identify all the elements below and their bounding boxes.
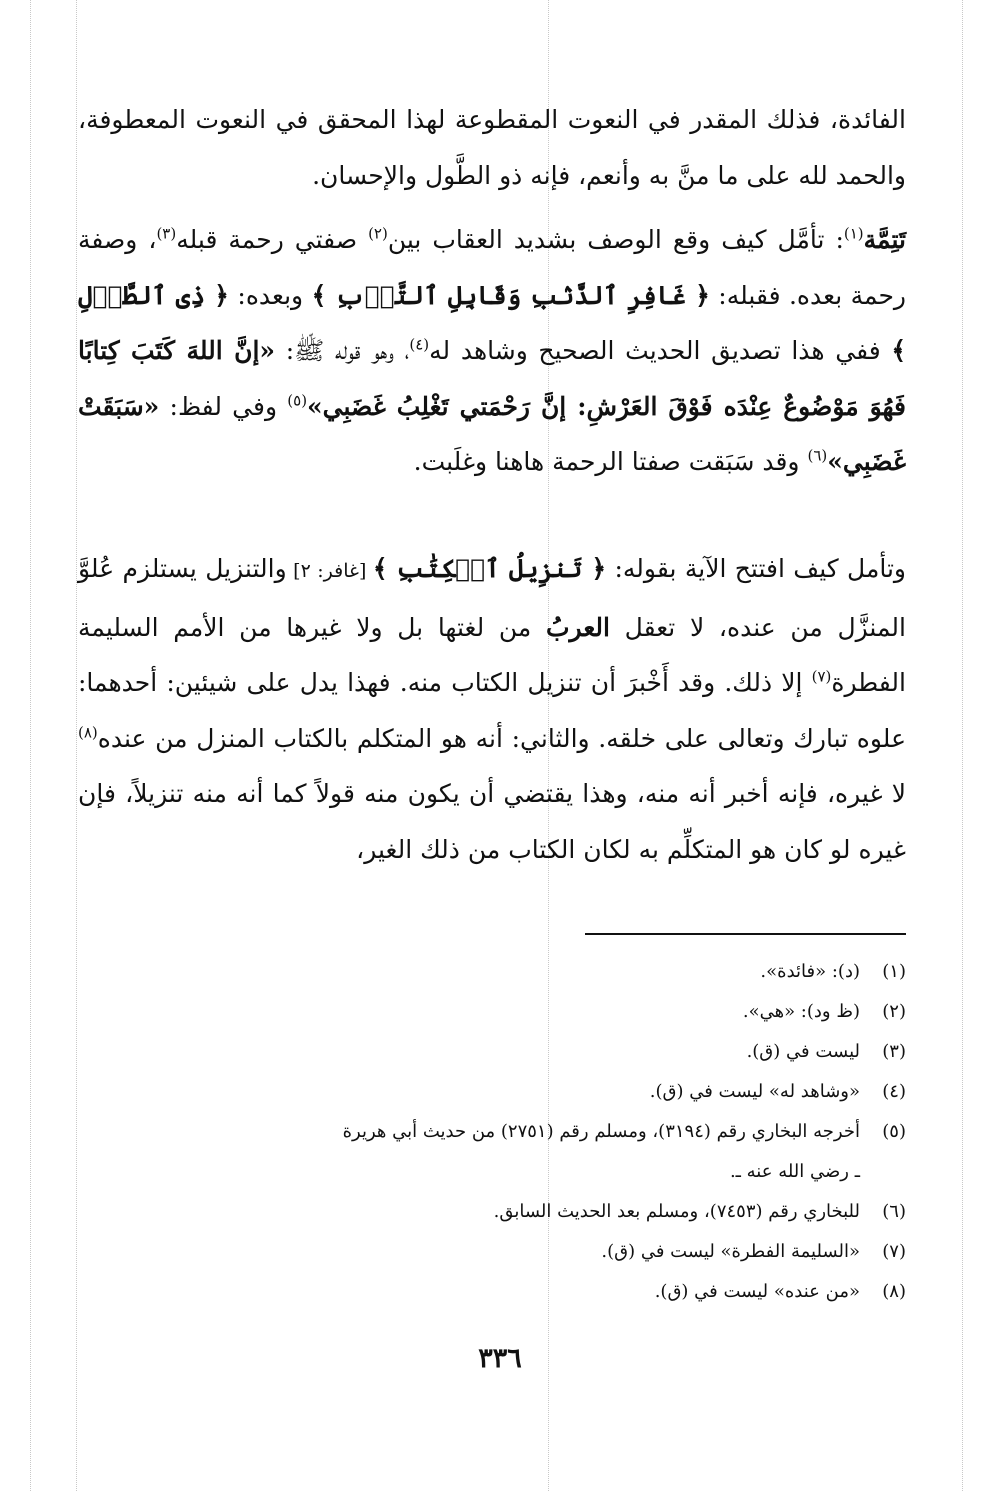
text-segment: لا غيره، فإنه أخبر أنه منه، وهذا يقتضي أن يكون منه قولاً كما أنه منه تنزيلاً، فإن غيره لو كان هو المتكلِّم به لكان الكتاب من ذلك الغير، (78, 779, 906, 864)
footnote-ref-5[interactable]: (٥) (287, 391, 308, 410)
hadith-quote: «إنَّ اللهَ كَتَبَ كِتابًا فَهُوَ مَوْضُوعٌ عِنْدَه فَوْقَ العَرْشِ: إنَّ رَحْمَتي تَغْلِبُ غَضَبِي» (78, 336, 907, 421)
footnote-item (78, 1112, 906, 1192)
scan-guide-line (30, 0, 31, 1491)
scan-guide-line (962, 0, 963, 1491)
quran-quote: ﴿ ذِى ٱلطَّوۡلِ ﴾ (78, 280, 906, 365)
page-number: ٣٣٦ (478, 1343, 522, 1374)
footnote-number: (٥) (882, 1121, 906, 1142)
footnote-text: للبخاري رقم (٧٤٥٣)، ومسلم بعد الحديث السابق. (493, 1201, 860, 1222)
footnote-ref-7[interactable]: (٧) (811, 667, 832, 686)
footnote-number: (٨) (882, 1281, 906, 1302)
footnote-text (78, 1112, 860, 1192)
footnote-number: (٧) (882, 1241, 906, 1262)
scan-guide-line (76, 0, 77, 1491)
emphasized-word: العربُ (546, 612, 610, 642)
text-segment: ففي هذا تصديق الحديث الصحيح وشاهد له (429, 336, 892, 365)
footnote-number: (٣) (882, 1041, 906, 1062)
footnote-number: (١) (882, 961, 906, 982)
footnote-continuation: ـ رضي الله عنه ـ. (729, 1161, 860, 1182)
paragraph-3 (78, 541, 906, 877)
quran-quote: ﴿ غَافِرِ ٱلذَّنۢبِ وَقَابِلِ ٱلتَّوۡبِ ﴾ (311, 280, 710, 310)
footnote-ref-4[interactable]: (٤) (409, 335, 430, 354)
section-lead-word: تَتِمَّة (863, 225, 907, 254)
footnote-number: (٢) (882, 1001, 906, 1022)
footnote-item (78, 1232, 906, 1272)
footnote-text: (ظ ود): «هي». (742, 1001, 860, 1022)
footnote-text: «وشاهد له» ليست في (ق). (649, 1081, 860, 1102)
footnote-ref-8[interactable]: (٨) (78, 723, 98, 742)
footnote-ref-2[interactable]: (٢) (368, 224, 388, 243)
text-segment: وبعده: (228, 280, 312, 310)
footnote-item (78, 1272, 906, 1312)
footnote-text: «السليمة الفطرة» ليست في (ق). (601, 1241, 860, 1262)
footnote-item (78, 1192, 906, 1232)
footnote-separator (585, 933, 906, 935)
footnote-text: «من عنده» ليست في (ق). (654, 1281, 860, 1302)
footnotes-list (78, 952, 906, 1312)
footnote-ref-6[interactable]: (٦) (807, 446, 828, 465)
footnote-ref-3[interactable]: (٣) (156, 224, 177, 243)
paragraph-2-text (78, 212, 906, 490)
verse-citation: [غافر: ٢] (286, 560, 373, 582)
footnote-text: ليست في (ق). (746, 1041, 860, 1062)
text-segment: ، وصفة رحمة بعده. فقبله: (78, 225, 907, 310)
text-segment: من لغتها بل ولا غيرها من الأمم السليمة الفطرة (78, 612, 906, 697)
footnote-text-line: أخرجه البخاري رقم (٣١٩٤)، ومسلم رقم (٢٧٥١) من حديث أبي هريرة (342, 1121, 860, 1142)
footnote-item (78, 992, 906, 1032)
text-segment: إلا ذلك. وقد أَخْبرَ أن تنزيل الكتاب منه. فهذا يدل على شيئين: أحدهما: علوه تبارك وتعالى على خلقه. والثاني: أنه هو المتكلم بالكتاب المنزل من عنده (78, 668, 906, 753)
footnote-item (78, 1032, 906, 1072)
footnote-ref-1[interactable]: (١) (843, 224, 864, 243)
footnote-item (78, 1072, 906, 1112)
text-segment: وقد سَبَقت صفتا الرحمة هاهنا وغلَبت. (413, 447, 808, 476)
text-segment: والتنزيل يستلزم عُلوَّ المنزَّل من عنده، لا تعقل (78, 554, 906, 642)
text-segment: وفي لفظ: (159, 391, 288, 421)
footnote-text: (د): «فائدة». (760, 961, 860, 982)
paragraph-1-text: الفائدة، فذلك المقدر في النعوت المقطوعة لهذا المحقق في النعوت المعطوفة، والحمد لله على ما منَّ به وأنعم، فإنه ذو الطَّول والإحسان. (78, 105, 906, 190)
paragraph-1 (78, 92, 906, 203)
text-segment: صفتي رحمة قبله (176, 225, 369, 254)
hadith-quote: «سَبَقَتْ غَضَبِي» (78, 391, 906, 476)
quran-quote: ﴿ تَنزِيلُ ٱلۡكِتَٰبِ ﴾ (372, 554, 607, 583)
text-segment: : تأمَّل كيف وقع الوصف بشديد العقاب بين (387, 225, 844, 254)
text-segment: ، وهو قوله ﷺ: (275, 336, 410, 365)
footnote-number: (٤) (882, 1081, 906, 1102)
paragraph-2 (78, 212, 906, 490)
text-segment: وتأمل كيف افتتح الآية بقوله: (606, 554, 906, 583)
footnote-item (78, 952, 906, 992)
paragraph-3-text (78, 541, 906, 877)
footnote-number: (٦) (882, 1201, 906, 1222)
